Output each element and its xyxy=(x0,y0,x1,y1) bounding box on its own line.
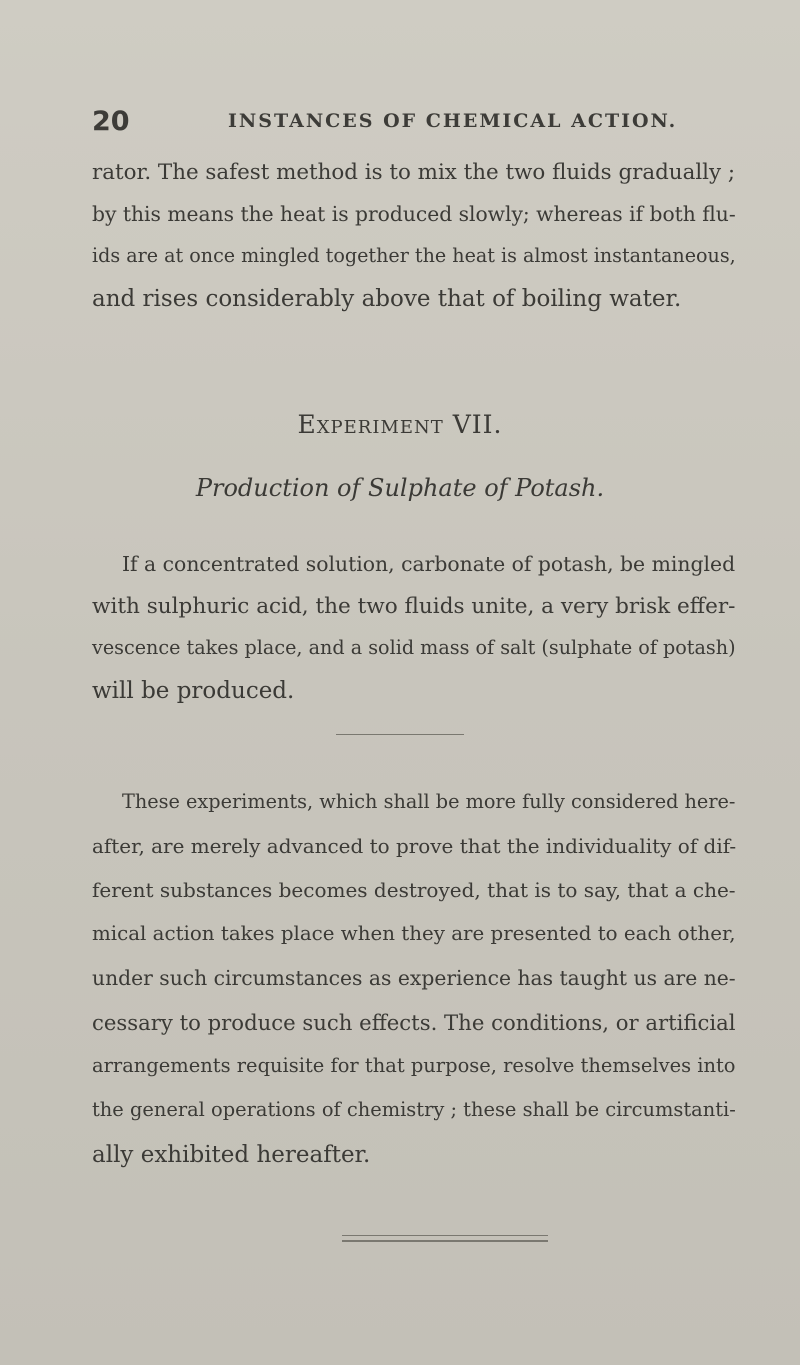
running-head: INSTANCES OF CHEMICAL ACTION. xyxy=(228,110,678,132)
paragraph-line: the general operations of chemistry ; these shall be circumstanti- xyxy=(92,1098,736,1121)
paragraph-line: These experiments, which shall be more fully considered here- xyxy=(122,790,736,813)
paragraph-line: ally exhibited hereafter. xyxy=(92,1142,371,1168)
paragraph-line: by this means the heat is produced slowly; whereas if both flu- xyxy=(92,202,736,226)
paragraph-line: will be produced. xyxy=(92,678,295,704)
paragraph-line: cessary to produce such effects. The conditions, or artificial xyxy=(92,1010,736,1035)
paragraph-line: rator. The safest method is to mix the two fluids gradually ; xyxy=(92,160,736,185)
paragraph-line: with sulphuric acid, the two fluids unite, a very brisk effer- xyxy=(92,594,736,619)
section-divider xyxy=(336,734,464,735)
experiment-title: Production of Sulphate of Potash. xyxy=(195,474,605,502)
experiment-heading-number: VII. xyxy=(452,410,503,439)
paragraph-line: under such circumstances as experience has taught us are ne- xyxy=(92,966,736,990)
end-rule-top xyxy=(342,1235,548,1236)
end-rule-bottom xyxy=(342,1240,548,1242)
paragraph-line: and rises considerably above that of boiling water. xyxy=(92,286,682,312)
experiment-heading-word: Experiment xyxy=(297,410,444,439)
page-header xyxy=(92,106,712,140)
paragraph-line: arrangements requisite for that purpose, resolve themselves into xyxy=(92,1054,736,1077)
page-number: 20 xyxy=(92,106,130,137)
paragraph-line: If a concentrated solution, carbonate of potash, be mingled xyxy=(122,552,736,576)
paragraph-line: ids are at once mingled together the heat is almost instantaneous, xyxy=(92,244,736,267)
paragraph-line: after, are merely advanced to prove that the individuality of dif- xyxy=(92,834,737,858)
paragraph-line: ferent substances becomes destroyed, that is to say, that a che- xyxy=(92,878,736,902)
paragraph-line: vescence takes place, and a solid mass of salt (sulphate of potash) xyxy=(92,636,736,659)
paragraph-line: mical action takes place when they are presented to each other, xyxy=(92,922,736,945)
experiment-heading xyxy=(0,410,800,439)
